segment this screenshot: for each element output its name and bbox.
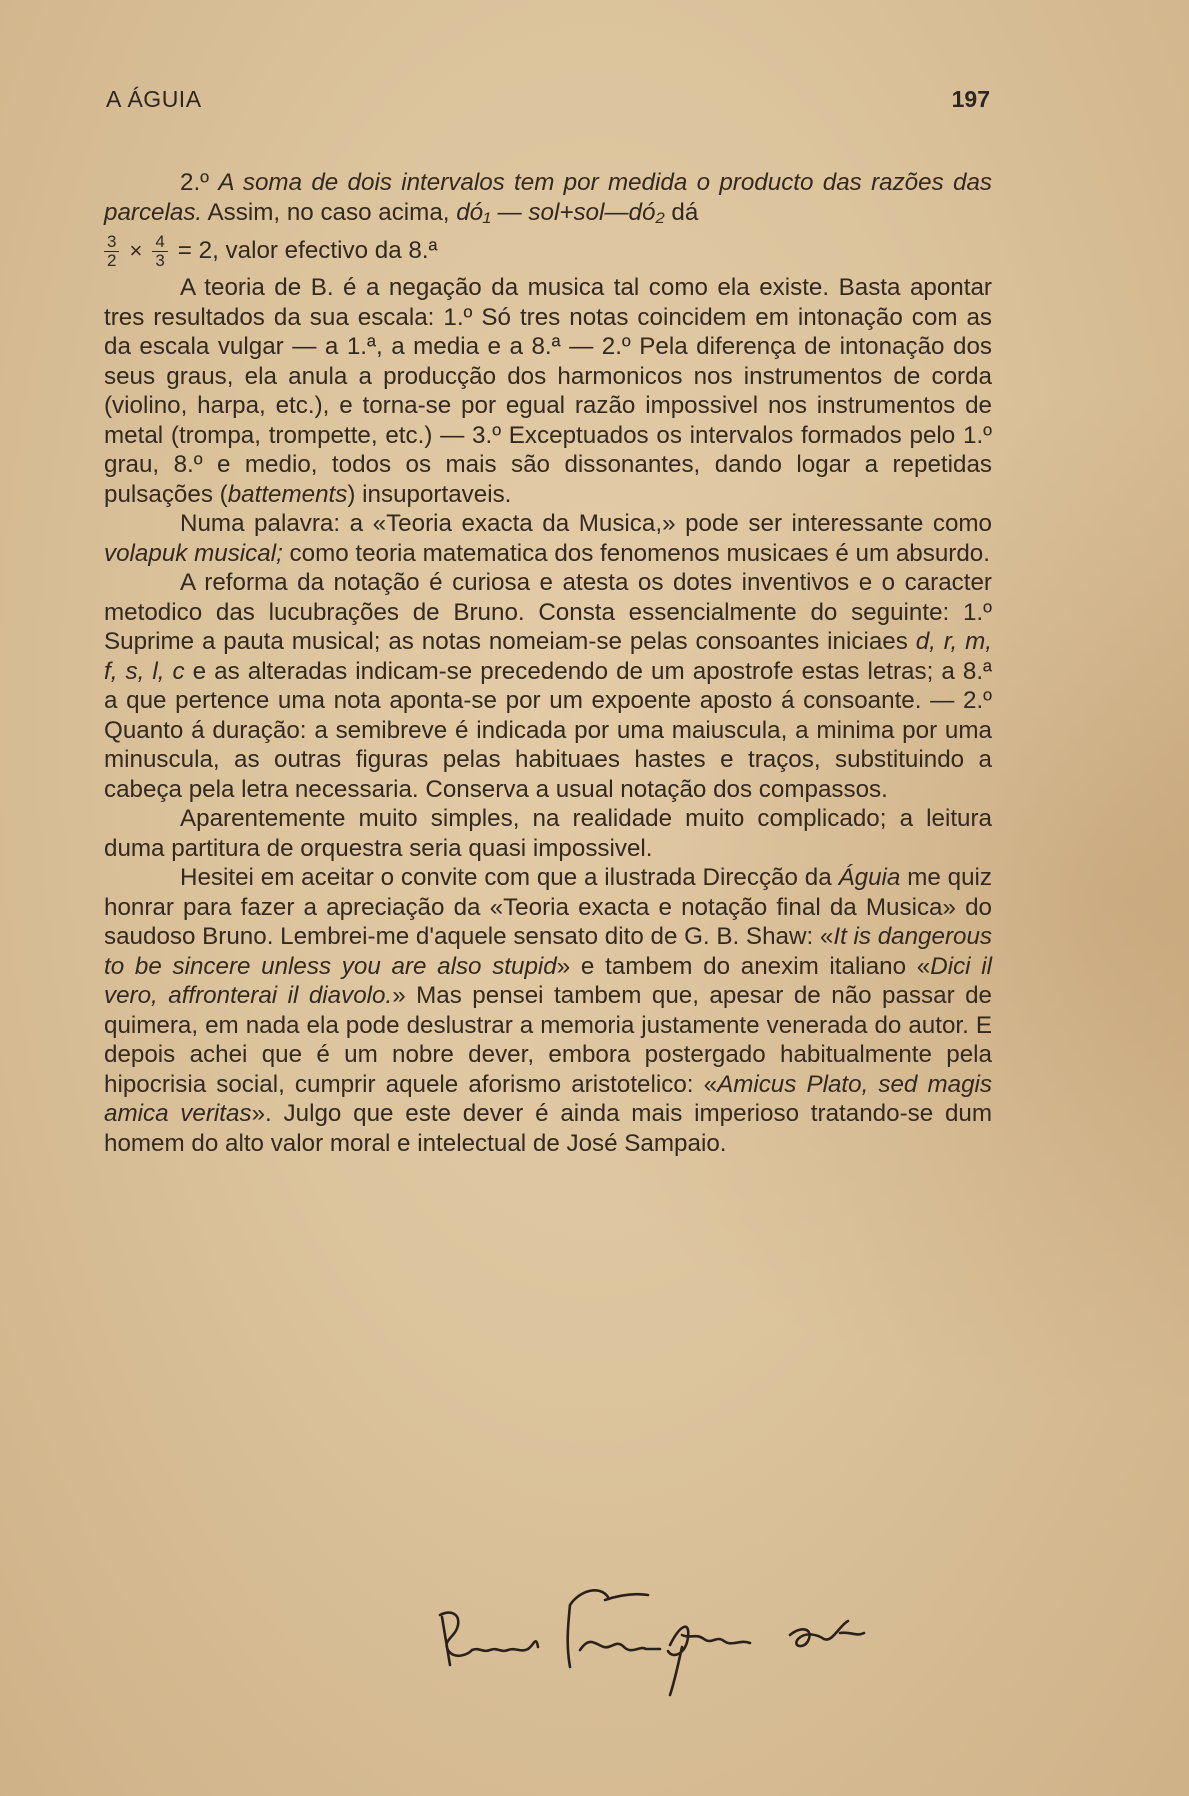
text-run: me quiz honrar para fazer a apreciação da «Teoria exacta e notação final da Musica» do saudoso Bruno. Lembrei-me d'aquele sensato dito de G. B. Shaw: « [104,864,992,950]
text-run: ». Julgo que este dever é ainda mais imperioso tratando-se dum homem do alto valor moral e intelectual de José Sampaio. [104,1100,993,1157]
text-run: » e tambem do anexim italiano « [556,952,931,980]
handwritten-signature [420,1555,980,1715]
text-run: ) insuportaveis. [347,480,512,508]
fraction-3-2 [104,233,119,270]
italic-run: d, r, m, f, s, l, c [104,628,992,685]
italic-run: volapuk musical; [104,539,283,567]
italic-run: It is dangerous to be sincere unless you are also stupid [104,923,993,980]
text-run: » Mas pensei tambem que, apesar de não passar de quimera, em nada ela pode deslustrar a memoria justamente venerada do autor. E depois achei que é um nobre dever, embora postergado habitualmente pela hipocrisia social, cumprir aquele aforismo aristotelico: « [104,982,992,1098]
fraction-formula [104,229,992,273]
paragraph-5 [104,804,992,863]
paragraph-3 [104,509,992,568]
text-run: 2.º [180,169,219,196]
denominator: 2 [107,250,117,270]
text-run: Aparentemente muito simples, na realidade muito complicado; a leitura duma partitura de orquestra seria quasi impossivel. [104,805,992,862]
journal-title: A ÁGUIA [106,86,202,112]
text-run: como teoria matematica dos fenomenos musicaes é um absurdo. [282,539,990,567]
page-number: 197 [951,86,990,112]
italic-run: battements [227,480,348,508]
italic-run: Amicus Plato, sed magis amica veritas [104,1070,992,1127]
text-run: Hesitei em aceitar o convite com que a ilustrada Direcção da [180,864,839,891]
text-run: Assim, no caso acima, [202,198,457,226]
text-run: dá [664,198,699,226]
numerator: 3 [104,233,119,252]
paragraph-4 [104,568,992,804]
text-run: A teoria de B. é a negação da musica tal como ela existe. Basta apontar tres resultados da sua escala: 1.º Só tres notas coincidem em intonação com as da escala vulgar — a 1.ª, a media e a 8.ª — 2.º Pela diferença de intonação dos seus graus, ela anula a producção dos harmonicos nos instrumentos de corda (violino, harpa, etc.), e torna-se por egual razão impossivel nos instrumentos de metal (trompa, trompette, etc.) — 3.º Exceptuados os intervalos formados pelo 1.º grau, 8.º e medio, todos os mais são dissonantes, dando logar a repetidas pulsações ( [104,274,992,508]
times-sign: × [129,238,143,264]
italic-run: Águia [838,864,901,891]
text-run: e as alteradas indicam-se precedendo de um apostrofe estas letras; a 8.ª a que pertence uma nota aponta-se por um expoente aposto á consoante. — 2.º Quanto á duração: a semibreve é indicada por uma maiuscula, a minima por uma minuscula, as outras figuras pelas habituaes hastes e traços, substituindo a cabeça pela letra necessaria. Conserva a usual notação dos compassos. [104,657,992,803]
article-body [104,168,992,1158]
numerator: 4 [152,233,167,252]
text-run: A reforma da notação é curiosa e atesta os dotes inventivos e o caracter metodico das lucubrações de Bruno. Consta essencialmente do seguinte: 1.º Suprime a pauta musical; as notas nomeiam-se pelas consoantes iniciaes [104,569,992,655]
italic-run: A soma de dois intervalos tem por medida o producto das razões das parcelas. [104,169,992,226]
denominator: 3 [155,250,165,270]
italic-run: dó₁ — sol+sol—dó₂ [456,198,665,226]
running-head [106,86,990,118]
paragraph-6 [104,863,992,1158]
paragraph-1 [104,168,992,227]
formula-result: = 2, valor efectivo da 8.ª [177,237,438,265]
fraction-4-3 [152,233,167,270]
paragraph-2 [104,273,992,509]
signature-drawing [420,1555,980,1715]
italic-run: Dici il vero, affronterai il diavolo. [104,952,992,1009]
text-run: Numa palavra: a «Teoria exacta da Musica,» pode ser interessante como [180,510,992,537]
